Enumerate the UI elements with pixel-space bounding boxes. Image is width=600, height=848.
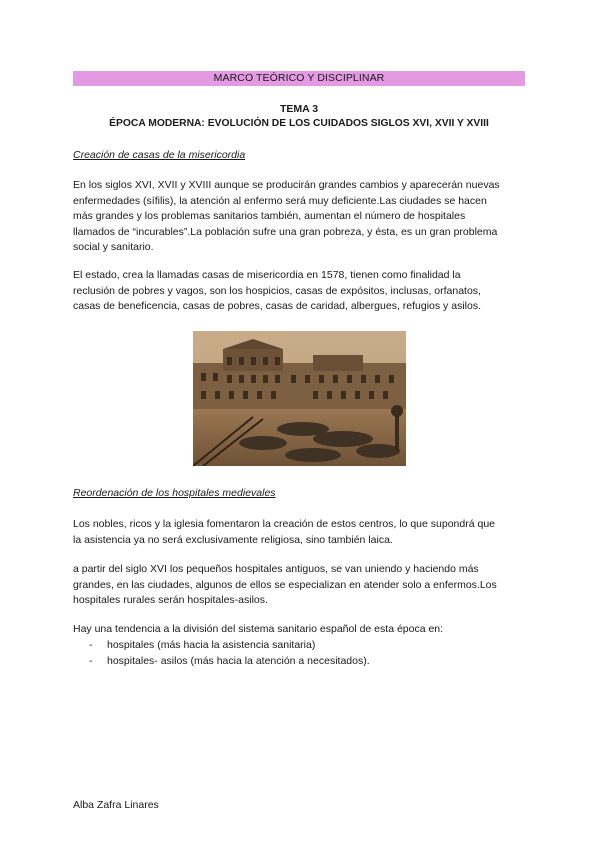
section-heading-misericordia: Creación de casas de la misericordia [73,149,246,161]
bullet-list [73,638,529,669]
topic-number: TEMA 3 [279,103,319,115]
list-item-text: hospitales- asilos (más hacia la atención a necesitados). [107,654,370,667]
text-line: reclusión de pobres y vagos, son los hospicios, casas de expósitos, inclusas, orfanatos, [73,284,481,297]
text-line: casas de beneficencia, casas de pobres, casas de caridad, albergues, refugios y asilos. [73,300,481,312]
text-line: Los nobles, ricos y la iglesia fomentaron la creación de estos centros, lo que supondrá que [73,518,495,530]
text-line: hospitales rurales serán hospitales-asilos. [73,594,268,606]
list-item [73,638,529,654]
paragraph [73,622,529,638]
text-line: En los siglos XVI, XVII y XVIII aunque se producirán grandes cambios y aparecerán nuevas [73,179,500,191]
text-line: El estado, crea la llamadas casas de misericordia en 1578, tienen como finalidad la [73,269,461,281]
text-line: Hay una tendencia a la división del sistema sanitario español de esta época en: [73,623,444,635]
historic-hospital-photo-icon [193,331,406,466]
page-title: ÉPOCA MODERNA: EVOLUCIÓN DE LOS CUIDADOS SIGLOS XVI, XVII Y XVIII [109,118,489,129]
paragraph [73,517,529,548]
text-line: social y sanitario. [73,241,154,253]
text-line: más grandes y los problemas sanitarios también, aumentan el número de hospitales [73,210,466,222]
paragraph [73,178,529,256]
paragraph [73,268,529,315]
section-heading-hospitales: Reordenación de los hospitales medievales [73,487,276,499]
banner: MARCO TEÓRICO Y DISCIPLINAR [73,71,525,86]
text-line: a partir del siglo XVI los pequeños hospitales antiguos, se van uniendo y haciendo más [73,563,479,575]
dash-bullet: - [89,639,93,651]
paragraph [73,562,529,609]
dash-bullet: - [89,654,93,667]
list-item-text: hospitales (más hacia la asistencia sanitaria) [107,639,316,651]
historic-hospital-photo [193,331,406,466]
text-line: enfermedades (sífilis), la atención al enfermo será muy deficiente.Las ciudades se hacen [73,194,487,207]
author-footer: Alba Zafra Linares [73,799,159,811]
list-item [73,654,529,670]
text-line: la asistencia ya no será exclusivamente religiosa, sino también laica. [73,533,393,546]
text-line: grandes, en las ciudades, algunos de ellos se especializan en atender solo a enfermos.Los [73,578,497,591]
text-line: llamados de “incurables”.La población sufre una gran pobreza, y ésta, es un gran problema [73,225,498,238]
